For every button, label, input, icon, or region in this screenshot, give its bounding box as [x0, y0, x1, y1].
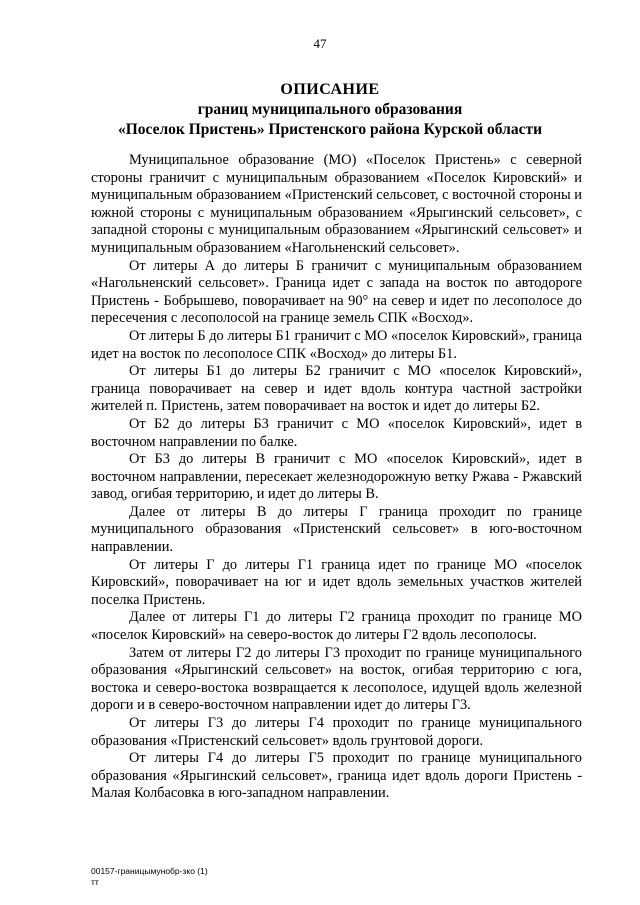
paragraph: От литеры Б1 до литеры Б2 граничит с МО «поселок Кировский», граница поворачивает на север и идет вдоль контура частной застройки жителей п. Пристень, затем поворачивает на восток и идет до литеры Б2. — [91, 363, 582, 415]
paragraph: От литеры Г4 до литеры Г5 проходит по границе муниципального образования «Ярыгинский сельсовет», граница идет вдоль дороги Пристень - Малая Колбасовка в юго-западном направлении. — [91, 750, 582, 802]
paragraph: Муниципальное образование (МО) «Поселок Пристень» с северной стороны граничит с муниципальным образованием «Поселок Кировский» и муниципальным образованием «Пристенский сельсовет, с восточной стороны и южной стороны с муниципальным образованием «Ярыгинский сельсовет», с западной стороны с муниципальным образованием «Ярыгинский сельсовет» и муниципальным образованием «Нагольненский сельсовет». — [91, 152, 582, 256]
paragraph: От литеры А до литеры Б граничит с муниципальным образованием «Нагольненский сельсовет». Граница идет с запада на восток по автодороге Пристень - Бобрышево, поворачивает на 90° на север и идет по лесополосе до пересечения с лесополосой на границе земель СПК «Восход». — [91, 257, 582, 327]
paragraph: От Б3 до литеры В граничит с МО «поселок Кировский», идет в восточном направлении, пересекает железнодорожную ветку Ржава - Ржавский завод, огибая территорию, и идет до литеры В. — [91, 451, 582, 503]
paragraph: Далее от литеры В до литеры Г граница проходит по границе муниципального образования «Пристенский сельсовет» в юго-восточном направлении. — [91, 503, 582, 556]
page-number: 47 — [313, 36, 327, 51]
paragraph: От литеры Г3 до литеры Г4 проходит по границе муниципального образования «Пристенский сельсовет» вдоль грунтовой дороги. — [91, 715, 582, 749]
author-initials: тт — [91, 877, 99, 887]
paragraph: От Б2 до литеры Б3 граничит с МО «поселок Кировский», идет в восточном направлении по балке. — [91, 415, 582, 450]
title-heading: ОПИСАНИЕ — [280, 81, 380, 98]
file-reference: 00157-границымунобр-зко (1) — [91, 866, 208, 876]
paragraph: Затем от литеры Г2 до литеры Г3 проходит по границе муниципального образования «Ярыгинский сельсовет» на восток, огибая территорию с юга, востока и северо-востока возвращается к лесополосе, идущей вдоль железной дороги и в северо-восточном направлении идет до литеры Г3. — [91, 644, 582, 714]
title-subheading: границ муниципального образования — [197, 101, 463, 118]
title-subject: «Поселок Пристень» Пристенского района Курской области — [117, 121, 542, 138]
paragraph: От литеры Б до литеры Б1 граничит с МО «поселок Кировский», граница идет на восток по лесополосе СПК «Восход» до литеры Б1. — [91, 327, 582, 362]
paragraph: Далее от литеры Г1 до литеры Г2 граница проходит по границе МО «поселок Кировский» на северо-восток до литеры Г2 вдоль лесополосы. — [91, 609, 582, 644]
paragraph: От литеры Г до литеры Г1 граница идет по границе МО «поселок Кировский», поворачивает на юг и идет вдоль земельных участков жителей поселка Пристень. — [91, 556, 582, 608]
document-body — [91, 152, 582, 803]
footer — [91, 866, 208, 888]
document-title — [80, 80, 580, 140]
